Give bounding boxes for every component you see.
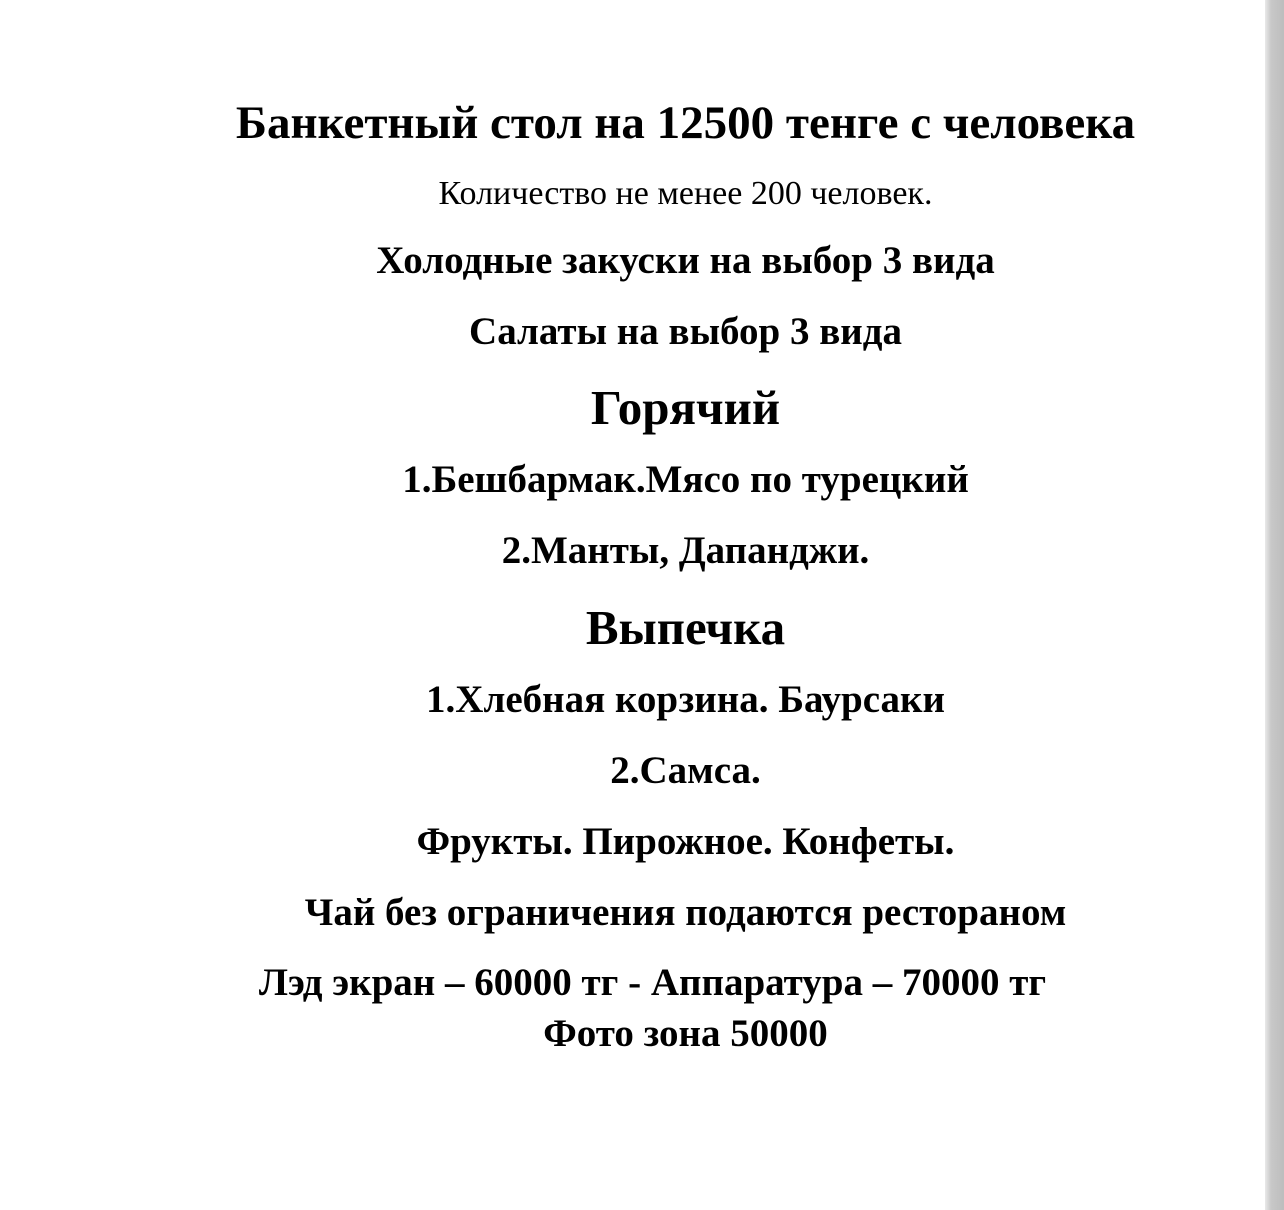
desserts-line: Фрукты. Пирожное. Конфеты.	[416, 820, 955, 863]
tea-line: Чай без ограничения подаются рестораном	[304, 891, 1067, 934]
hot-dishes-heading: Горячий	[590, 380, 781, 435]
salads-line: Салаты на выбор 3 вида	[469, 310, 902, 353]
bakery-item: 2.Самса.	[610, 749, 761, 792]
equipment-prices-line: Лэд экран – 60000 тг - Аппаратура – 70000 тг	[258, 961, 1047, 1004]
guest-count-note: Количество не менее 200 человек.	[438, 175, 933, 212]
hot-dish-item: 1.Бешбармак.Мясо по турецкий	[402, 458, 969, 501]
menu-title: Банкетный стол на 12500 тенге с человека	[235, 97, 1136, 149]
page-edge-shadow	[1265, 0, 1284, 1210]
cold-snacks-line: Холодные закуски на выбор 3 вида	[376, 239, 995, 282]
photo-zone-price-line: Фото зона 50000	[543, 1012, 828, 1055]
bakery-heading: Выпечка	[585, 600, 786, 655]
hot-dish-item: 2.Манты, Дапанджи.	[501, 529, 870, 572]
bakery-item: 1.Хлебная корзина. Баурсаки	[426, 678, 945, 721]
